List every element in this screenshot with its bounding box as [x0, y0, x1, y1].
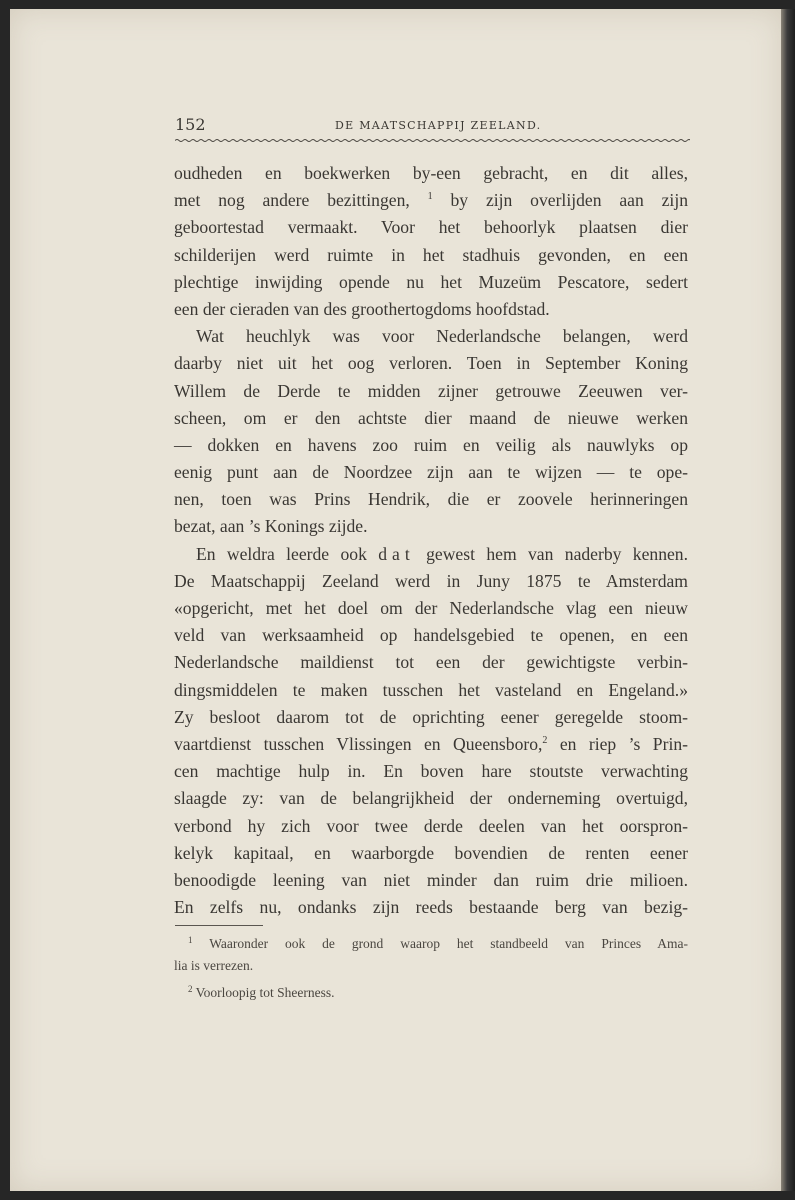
text-line: slaagde zy: van de belangrijkheid der onderneming overtuigd,: [174, 788, 688, 809]
text-line: vaartdienst tusschen Vlissingen en Queensboro,$^2$ en riep ’s Prin-: [174, 733, 688, 754]
footnote-1: $^1$ Waaronder ook de grond waarop het standbeeld van Princes Ama-: [188, 935, 689, 951]
footnote-ref-2: 2: [542, 734, 548, 746]
spaced-emphasis: dat: [378, 543, 415, 564]
header-wavy-rule: [175, 138, 690, 143]
body-text: [174, 160, 688, 921]
text-line: En weldra leerde ook dat gewest hem van naderby kennen.: [196, 543, 689, 564]
text-line: Zy besloot daarom tot de oprichting eener geregelde stoom-: [174, 706, 688, 727]
text-line: Wat heuchlyk was voor Nederlandsche belangen, werd: [196, 326, 688, 347]
footnote-marker-1: 1: [188, 935, 193, 945]
text-line: — dokken en havens zoo ruim en veilig als nauwlyks op: [174, 434, 688, 455]
text-line: dingsmiddelen te maken tusschen het vasteland en Engeland.»: [174, 679, 688, 700]
text-line: een der cieraden van des groothertogdoms hoofdstad.: [174, 298, 550, 319]
footnote-1-continued: lia is verrezen.: [174, 957, 254, 973]
text-line: oudheden en boekwerken by-een gebracht, en dit alles,: [174, 163, 688, 183]
footnote-marker-2: 2: [188, 984, 193, 994]
text-line: Willem de Derde te midden zijner getrouwe Zeeuwen ver-: [174, 380, 688, 401]
text-line: De Maatschappij Zeeland werd in Juny 1875 te Amsterdam: [174, 570, 688, 591]
text-line: nen, toen was Prins Hendrik, die er zoovele herinneringen: [174, 489, 688, 510]
footnote-ref-1: 1: [427, 191, 433, 203]
footnote-2: $^2$ Voorloopig tot Sheerness.: [188, 984, 335, 1000]
text-line: eenig punt aan de Noordzee zijn aan te wijzen — te ope-: [174, 462, 688, 483]
page-edge: [781, 9, 795, 1191]
text-line: daarby niet uit het oog verloren. Toen in September Koning: [174, 353, 688, 374]
page-header: [175, 115, 690, 139]
running-title: DE MAATSCHAPPIJ ZEELAND.: [335, 119, 542, 132]
text-line: cen machtige hulp in. En boven hare stoutste verwachting: [174, 761, 688, 782]
text-line: verbond hy zich voor twee derde deelen van het oorspron-: [174, 815, 688, 836]
text-line: «opgericht, met het doel om der Nederlandsche vlag een nieuw: [174, 598, 688, 618]
text-line: bezat, aan ’s Konings zijde.: [174, 516, 368, 537]
text-line: schilderijen werd ruimte in het stadhuis gevonden, en een: [174, 244, 688, 265]
footnote-divider: [175, 925, 263, 926]
text-line: benoodigde leening van niet minder dan ruim drie milioen.: [174, 869, 688, 890]
text-line: scheen, om er den achtste dier maand de nieuwe werken: [174, 407, 688, 428]
text-line: plechtige inwijding opende nu het Muzeüm Pescatore, sedert: [174, 271, 688, 292]
text-line: veld van werksaamheid op handelsgebied te openen, en een: [174, 625, 688, 646]
text-line: kelyk kapitaal, en waarborgde bovendien de renten eener: [174, 842, 688, 863]
text-line: Nederlandsche maildienst tot een der gewichtigste verbin-: [174, 652, 688, 673]
footnotes: [174, 933, 688, 1004]
text-line: En zelfs nu, ondanks zijn reeds bestaande berg van bezig-: [174, 897, 688, 918]
page-number: 152: [175, 115, 206, 134]
text-line: met nog andere bezittingen, $^1$ by zijn overlijden aan zijn: [174, 190, 689, 211]
text-line: geboortestad vermaakt. Voor het behoorlyk plaatsen dier: [174, 217, 688, 238]
